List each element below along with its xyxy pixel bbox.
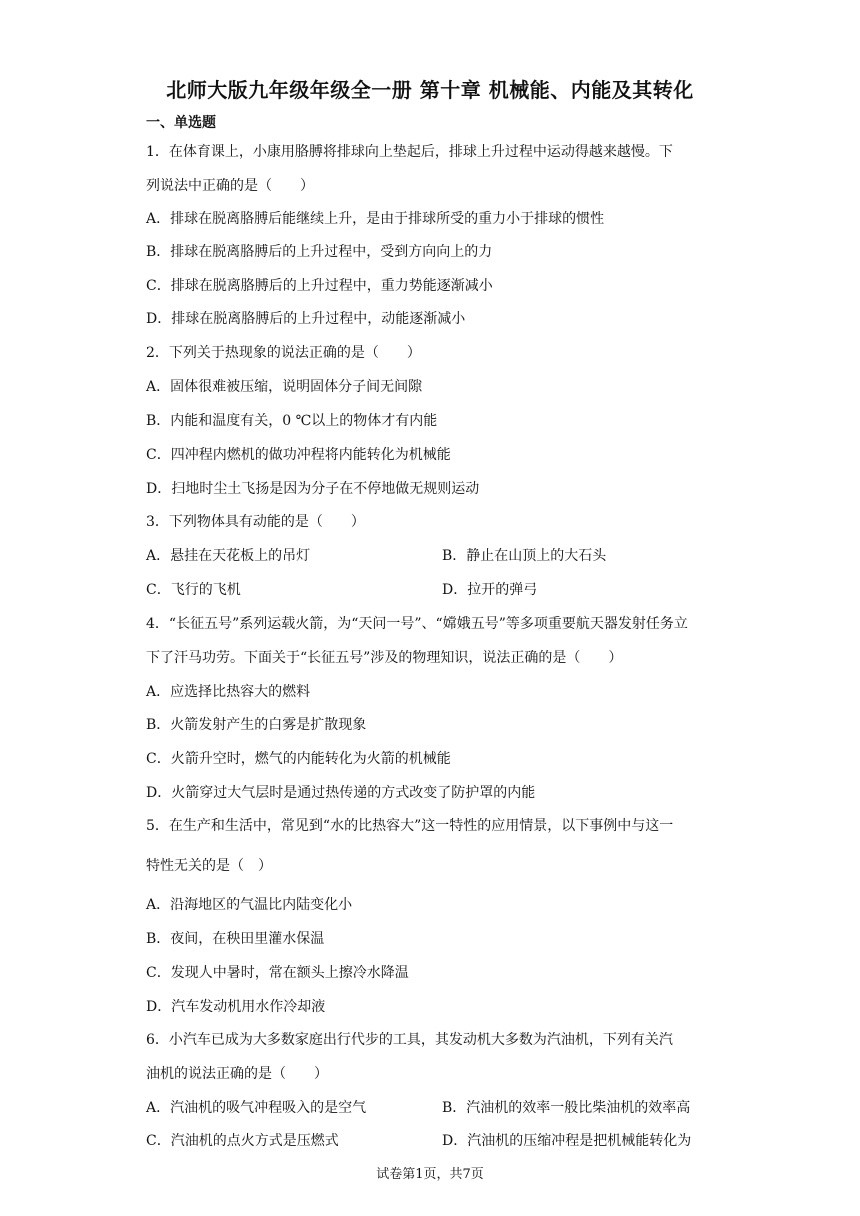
section-heading: 一、单选题 <box>146 115 216 131</box>
question-3-option-d: D．拉开的弹弓 <box>442 582 538 598</box>
question-1-option-a: A．排球在脱离胳膊后能继续上升，是由于排球所受的重力小于排球的惯性 <box>146 211 605 227</box>
question-3-stem: 3．下列物体具有动能的是（ ） <box>146 514 365 530</box>
question-4-option-a: A．应选择比热容大的燃料 <box>146 684 311 700</box>
question-2-option-b: B．内能和温度有关，0 ℃以上的物体才有内能 <box>146 413 438 429</box>
question-6-option-d: D．汽油机的压缩冲程是把机械能转化为 <box>442 1133 692 1149</box>
question-2-option-a: A．固体很难被压缩，说明固体分子间无间隙 <box>146 379 423 395</box>
question-3-option-c: C．飞行的飞机 <box>146 582 241 598</box>
document-title: 北师大版九年级年级全一册 第十章 机械能、内能及其转化 <box>166 78 694 102</box>
question-2-stem: 2．下列关于热现象的说法正确的是（ ） <box>146 345 421 361</box>
question-5-option-c: C．发现人中暑时，常在额头上擦冷水降温 <box>146 965 409 981</box>
question-4-stem: 4．“长征五号”系列运载火箭，为“天问一号”、“嫦娥五号”等多项重要航天器发射任务立 <box>146 616 688 632</box>
question-6-option-a: A．汽油机的吸气冲程吸入的是空气 <box>146 1100 367 1116</box>
question-4-option-c: C．火箭升空时，燃气的内能转化为火箭的机械能 <box>146 751 451 767</box>
question-3-option-a: A．悬挂在天花板上的吊灯 <box>146 548 311 564</box>
question-6-option-b: B．汽油机的效率一般比柴油机的效率高 <box>442 1100 691 1116</box>
question-5-stem: 5．在生产和生活中，常见到“水的比热容大”这一特性的应用情景，以下事例中与这一 <box>146 818 674 834</box>
question-5-option-b: B．夜间，在秧田里灌水保温 <box>146 931 325 947</box>
question-5-option-a: A．沿海地区的气温比内陆变化小 <box>146 897 353 913</box>
question-5-option-d: D．汽车发动机用水作冷却液 <box>146 999 326 1015</box>
question-1-stem: 1．在体育课上，小康用胳膊将排球向上垫起后，排球上升过程中运动得越来越慢。下 <box>146 144 673 160</box>
question-1-option-b: B．排球在脱离胳膊后的上升过程中，受到方向向上的力 <box>146 244 493 260</box>
question-1-option-d: D．排球在脱离胳膊后的上升过程中，动能逐渐减小 <box>146 311 466 327</box>
question-6-option-c: C．汽油机的点火方式是压燃式 <box>146 1133 339 1149</box>
question-1-option-c: C．排球在脱离胳膊后的上升过程中，重力势能逐渐减小 <box>146 278 493 294</box>
question-4-option-b: B．火箭发射产生的白雾是扩散现象 <box>146 717 367 733</box>
question-2-option-c: C．四冲程内燃机的做功冲程将内能转化为机械能 <box>146 447 451 463</box>
question-2-option-d: D．扫地时尘土飞扬是因为分子在不停地做无规则运动 <box>146 481 480 497</box>
question-1-stem-cont: 列说法中正确的是（ ） <box>146 178 314 194</box>
question-3-option-b: B．静止在山顶上的大石头 <box>442 548 607 564</box>
question-4-option-d: D．火箭穿过大气层时是通过热传递的方式改变了防护罩的内能 <box>146 785 536 801</box>
question-6-stem-cont: 油机的说法正确的是（ ） <box>146 1066 328 1082</box>
question-5-stem-cont: 特性无关的是（ ） <box>146 858 272 874</box>
question-4-stem-cont: 下了汗马功劳。下面关于“长征五号”涉及的物理知识，说法正确的是（ ） <box>146 650 623 666</box>
page-footer: 试卷第1页，共7页 <box>376 1167 484 1182</box>
question-6-stem: 6．小汽车已成为大多数家庭出行代步的工具，其发动机大多数为汽油机，下列有关汽 <box>146 1032 673 1048</box>
